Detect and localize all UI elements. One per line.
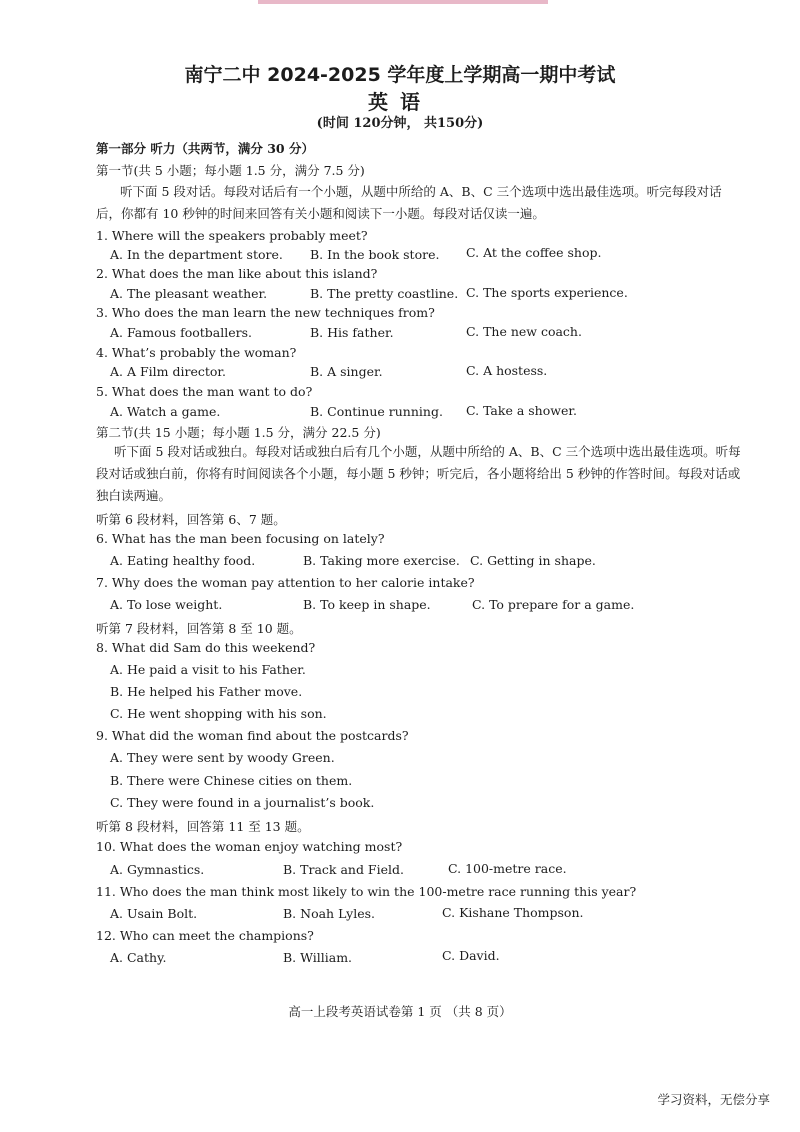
q5-option-b: B. Continue running. xyxy=(310,404,443,419)
q2-option-c: C. The sports experience. xyxy=(466,285,628,300)
question-3: 3. Who does the man learn the new techniques from? xyxy=(96,305,435,320)
material-6-heading: 听第 6 段材料，回答第 6、7 题。 xyxy=(96,512,286,527)
q2-option-a: A. The pleasant weather. xyxy=(110,286,268,301)
question-6: 6. What has the man been focusing on lately? xyxy=(96,531,385,546)
section1-instructions: 听下面 5 段对话。每段对话后有一个小题，从题中所给的 A、B、C 三个选项中选出最佳选项。听完每段对话后，你都有 10 秒钟的时间来回答有关小题和阅读下一小题。每段对话仅读一遍。 xyxy=(96,184,722,221)
q6-option-b: B. Taking more exercise. xyxy=(303,553,460,568)
question-8: 8. What did Sam do this weekend? xyxy=(96,640,316,655)
material-7-heading: 听第 7 段材料，回答第 8 至 10 题。 xyxy=(96,621,302,636)
q6-option-c: C. Getting in shape. xyxy=(470,553,596,568)
q8-option-b: B. He helped his Father move. xyxy=(110,684,303,699)
q8-option-a: A. He paid a visit to his Father. xyxy=(110,662,306,677)
q7-option-c: C. To prepare for a game. xyxy=(472,597,635,612)
question-11: 11. Who does the man think most likely to win the 100-metre race running this year? xyxy=(96,884,637,899)
q1-option-b: B. In the book store. xyxy=(310,247,440,262)
q8-option-c: C. He went shopping with his son. xyxy=(110,706,327,721)
exam-subject: 英语 xyxy=(368,90,432,114)
q3-option-b: B. His father. xyxy=(310,325,394,340)
q6-option-a: A. Eating healthy food. xyxy=(110,553,256,568)
q5-option-a: A. Watch a game. xyxy=(110,404,221,419)
q5-option-c: C. Take a shower. xyxy=(466,403,577,418)
page-footer: 高一上段考英语试卷第 1 页 （共 8 页） xyxy=(288,1004,512,1019)
q12-option-c: C. David. xyxy=(442,948,500,963)
question-10: 10. What does the woman enjoy watching most? xyxy=(96,839,403,854)
corner-note: 学习资料，无偿分享 xyxy=(657,1092,770,1107)
q10-option-a: A. Gymnastics. xyxy=(110,862,205,877)
question-7: 7. Why does the woman pay attention to her calorie intake? xyxy=(96,575,475,590)
q2-option-b: B. The pretty coastline. xyxy=(310,286,459,301)
q9-option-a: A. They were sent by woody Green. xyxy=(110,750,335,765)
q1-option-c: C. At the coffee shop. xyxy=(466,245,602,260)
q10-option-c: C. 100-metre race. xyxy=(448,861,567,876)
question-9: 9. What did the woman find about the postcards? xyxy=(96,728,409,743)
q4-option-b: B. A singer. xyxy=(310,364,383,379)
section2-heading: 第二节(共 15 小题；每小题 1.5 分，满分 22.5 分) xyxy=(96,425,381,440)
q1-option-a: A. In the department store. xyxy=(110,247,283,262)
q4-option-a: A. A Film director. xyxy=(110,364,226,379)
exam-time: (时间 120分钟， 共150分) xyxy=(316,116,484,131)
q11-option-b: B. Noah Lyles. xyxy=(283,906,375,921)
question-1: 1. Where will the speakers probably meet? xyxy=(96,228,368,243)
q7-option-b: B. To keep in shape. xyxy=(303,597,431,612)
q12-option-a: A. Cathy. xyxy=(110,950,167,965)
material-8-heading: 听第 8 段材料，回答第 11 至 13 题。 xyxy=(96,819,310,834)
question-5: 5. What does the man want to do? xyxy=(96,384,313,399)
exam-title: 南宁二中 2024-2025 学年度上学期高一期中考试 xyxy=(184,64,616,86)
question-12: 12. Who can meet the champions? xyxy=(96,928,314,943)
section2-instructions: 听下面 5 段对话或独白。每段对话或独白后有几个小题，从题中所给的 A、B、C 三个选项中选出最佳选项。听每段对话或独白前，你将有时间阅读各个小题，每小题 5 秒钟；听完后，各小题将给出 5 秒钟的作答时间。每段对话或独白读两遍。 xyxy=(96,444,741,503)
q9-option-c: C. They were found in a journalist’s book. xyxy=(110,795,375,810)
q11-option-c: C. Kishane Thompson. xyxy=(442,905,584,920)
q9-option-b: B. There were Chinese cities on them. xyxy=(110,773,353,788)
q12-option-b: B. William. xyxy=(283,950,353,965)
part1-heading: 第一部分 听力（共两节，满分 30 分） xyxy=(96,141,314,156)
q10-option-b: B. Track and Field. xyxy=(283,862,404,877)
q4-option-c: C. A hostess. xyxy=(466,363,548,378)
q11-option-a: A. Usain Bolt. xyxy=(110,906,198,921)
q3-option-c: C. The new coach. xyxy=(466,324,582,339)
q7-option-a: A. To lose weight. xyxy=(110,597,223,612)
question-4: 4. What’s probably the woman? xyxy=(96,345,297,360)
q3-option-a: A. Famous footballers. xyxy=(110,325,252,340)
section1-heading: 第一节(共 5 小题；每小题 1.5 分，满分 7.5 分) xyxy=(96,163,365,178)
question-2: 2. What does the man like about this island? xyxy=(96,266,378,281)
